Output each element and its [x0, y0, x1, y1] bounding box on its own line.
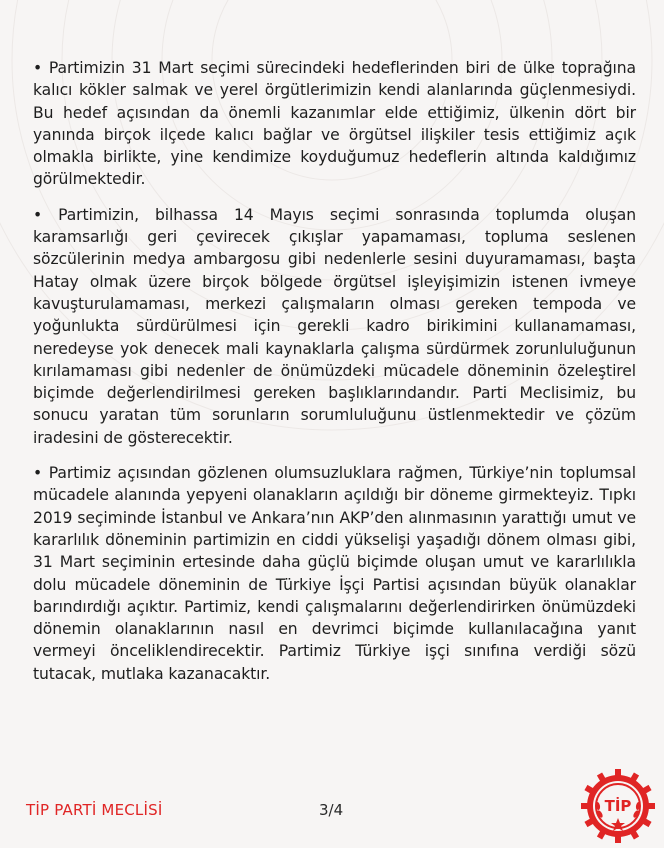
- logo-text: TİP: [604, 797, 632, 815]
- footer-title: TİP PARTİ MECLİSİ: [26, 801, 163, 819]
- paragraph-3: • Partimiz açısından gözlenen olumsuzluklara rağmen, Türkiye’nin toplumsal mücadele alanında yepyeni olanakların açıldığı bir döneme girmekteyiz. Tıpkı 2019 seçiminde İstanbul ve Ankara’nın AKP’den alınmasının yarattığı umut ve kararlılık döneminin partimizin en ciddi yükselişi yaşadığı dönem olması gibi, 31 Mart seçiminin ertesinde daha güçlü biçimde oluşan umut ve kararlılıkla dolu mücadele döneminin de Türkiye İşçi Partisi açısından büyük olanaklar barındırdığı açıktır. Partimiz, kendi çalışmalarını değerlendirirken önümüzdeki dönemin olanaklarının nasıl en devrimci biçimde kullanılacağına yanıt vermeyi önceliklendirecektir. Partimiz Türkiye işçi sınıfına verdiği sözü tutacak, mutlaka kazanacaktır.: [33, 464, 636, 683]
- paragraph-2: • Partimizin, bilhassa 14 Mayıs seçimi sonrasında toplumda oluşan karamsarlığı geri çevirecek çıkışlar yapamaması, topluma seslenen sözcülerinin medya ambargosu gibi nedenlerle sesini duyuramaması, başta Hatay olmak üzere birçok bölgede örgütsel işleyişimizin istenen ivmeye kavuşturulamaması, merkezi çalışmaların olması gereken tempoda ve yoğunlukta sürdürülmesi için gerekli kadro birikimini kullanamaması, neredeyse yok denecek mali kaynaklarla çalışma sürdürmek zorunluluğunun kırılamaması gibi nedenler de önümüzdeki mücadele döneminin özeleştirel biçimde değerlendirilmesi gereken başlıklarındandır. Parti Meclisimiz, bu sonucu yaratan tüm sorunların sorumluluğunu üstlenmektedir ve çözüm iradesini de gösterecektir.: [33, 205, 636, 447]
- page-number: 3/4: [319, 801, 344, 819]
- document-body: [33, 57, 636, 698]
- paragraph-1: • Partimizin 31 Mart seçimi sürecindeki hedeflerinden biri de ülke toprağına kalıcı kökler salmak ve yerel örgütlerimizin kendi alanlarında güçlenmesiydi. Bu hedef açısından da önemli kazanımlar elde ettiğimiz, ülkenin dört bir yanında birçok ilçede kalıcı bağlar ve örgütsel ilişkiler tesis ettiğimiz açık olmakla birlikte, yine kendimize koyduğumuz hedeflerin altında kaldığımız görülmektedir.: [33, 59, 636, 189]
- tip-logo: [580, 768, 656, 844]
